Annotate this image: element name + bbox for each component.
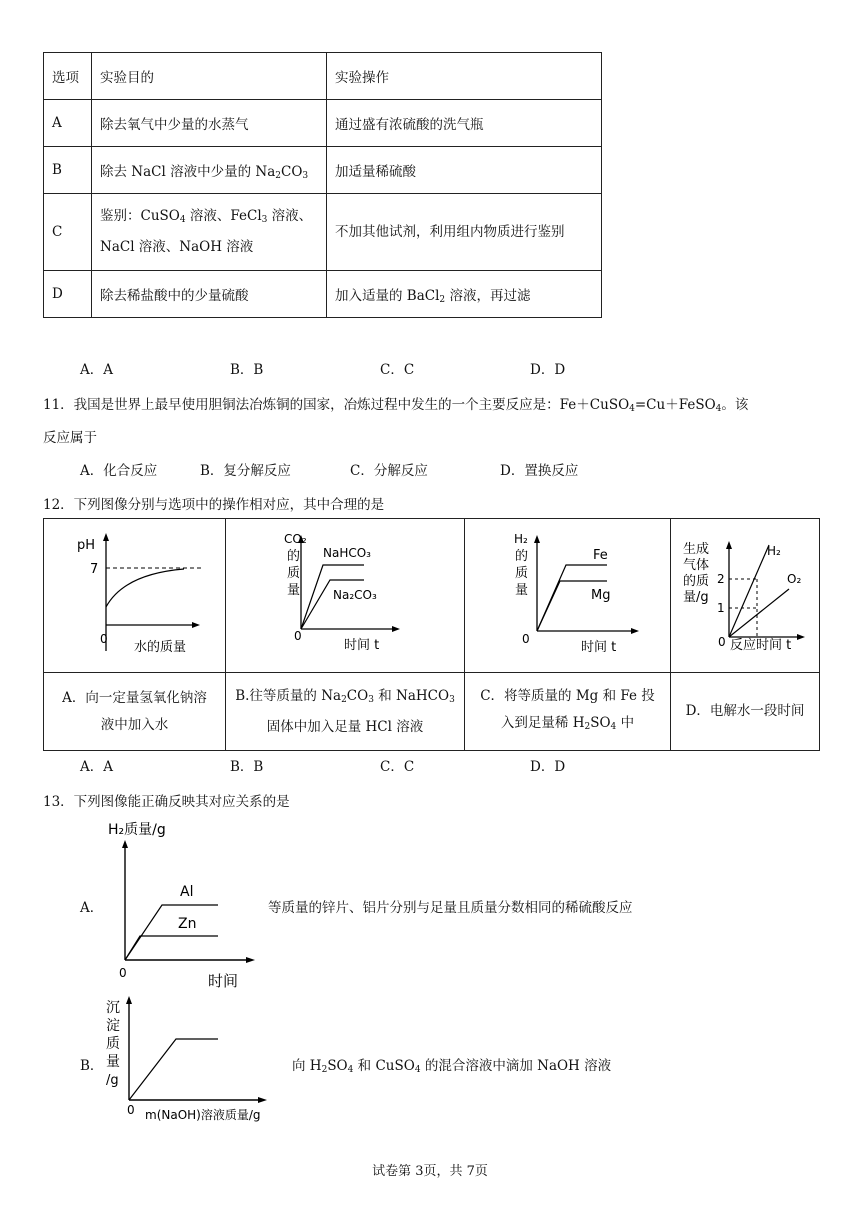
graph-b-cell xyxy=(226,519,465,673)
xlabel: 时间 t xyxy=(344,638,380,653)
curve-label-na2co3: Na₂CO₃ xyxy=(333,588,377,602)
table-row xyxy=(44,147,602,194)
row-operation: 加入适量的 BaCl$_2$ 溶液，再过滤 xyxy=(327,271,602,318)
svg-text:量: 量 xyxy=(287,583,301,598)
q13-b-desc: 向 $H_2SO_4$ 和 CuSO$_4$ 的混合溶液中滴加 NaOH 溶液 xyxy=(292,1058,612,1075)
xlabel: m(NaOH)溶液质量/g xyxy=(145,1108,261,1122)
q13-a-label: A． xyxy=(80,900,104,916)
curve-label-h2: H₂ xyxy=(767,544,781,558)
caption-b: B.往等质量的 $Na_2CO_3$ 和 NaHCO$_3$ 固体中加入足量 HCl 溶液 xyxy=(226,673,465,751)
option-b: B．B xyxy=(230,362,264,378)
q13-a-desc: 等质量的锌片、铝片分别与足量且质量分数相同的稀硫酸反应 xyxy=(268,900,633,916)
q11-stem-line2: 反应属于 xyxy=(43,430,97,446)
curve-label-fe: Fe xyxy=(593,548,608,563)
row-option: A xyxy=(44,100,92,147)
svg-text:气体: 气体 xyxy=(683,558,710,573)
svg-text:量: 量 xyxy=(106,1054,120,1070)
option-a: A．A xyxy=(80,362,113,378)
option-c: C．分解反应 xyxy=(350,463,428,479)
graph-b xyxy=(226,519,464,668)
origin-label: 0 xyxy=(100,632,108,646)
row-option: C xyxy=(44,194,92,271)
tick-label: 7 xyxy=(90,562,99,577)
svg-text:的质: 的质 xyxy=(683,574,710,589)
page-footer: 试卷第 3页，共 7页 xyxy=(372,1164,488,1179)
table-row xyxy=(44,194,602,271)
svg-text:量: 量 xyxy=(515,583,529,598)
svg-text:的: 的 xyxy=(287,549,301,564)
caption-row xyxy=(44,673,820,751)
caption-a: A．向一定量氢氧化钠溶 液中加入水 xyxy=(44,673,226,751)
curve-label-zn: Zn xyxy=(178,916,197,932)
svg-text:质: 质 xyxy=(287,566,301,581)
option-d: D．置换反应 xyxy=(500,463,579,479)
curve-label-nahco3: NaHCO₃ xyxy=(323,546,371,560)
ylabel: CO₂ xyxy=(284,532,307,546)
q12-stem: 12．下列图像分别与选项中的操作相对应，其中合理的是 xyxy=(43,497,385,513)
svg-text:淀: 淀 xyxy=(106,1018,120,1034)
svg-text:质: 质 xyxy=(515,566,529,581)
svg-text:的: 的 xyxy=(515,549,529,564)
q12-options xyxy=(80,755,680,775)
header-option: 选项 xyxy=(44,53,92,100)
q10-options xyxy=(80,358,680,378)
q13-graph-a xyxy=(100,820,260,992)
curve-label-mg: Mg xyxy=(591,588,611,603)
origin-label: 0 xyxy=(522,632,530,646)
row-purpose: 鉴别：CuSO$_4$ 溶液、FeCl$_3$ 溶液、 NaCl 溶液、NaOH 溶液 xyxy=(92,194,327,271)
row-purpose: 除去稀盐酸中的少量硫酸 xyxy=(92,271,327,318)
origin-label: 0 xyxy=(718,635,726,649)
option-a: A．化合反应 xyxy=(80,463,158,479)
svg-text:/g: /g xyxy=(106,1073,119,1088)
curve-label-al: Al xyxy=(180,884,194,900)
tick-label: 1 xyxy=(717,601,725,615)
ylabel: 沉 xyxy=(106,1000,120,1016)
row-operation: 通过盛有浓硫酸的洗气瓶 xyxy=(327,100,602,147)
origin-label: 0 xyxy=(119,966,127,980)
graph-c xyxy=(465,519,670,668)
row-purpose: 除去氧气中少量的水蒸气 xyxy=(92,100,327,147)
ylabel: 生成 xyxy=(683,542,710,557)
graph-d-cell xyxy=(671,519,820,673)
header-operation: 实验操作 xyxy=(327,53,602,100)
q11-options xyxy=(80,459,650,479)
option-c: C．C xyxy=(380,362,415,378)
graph-a xyxy=(44,519,225,668)
row-option: B xyxy=(44,147,92,194)
ylabel: pH xyxy=(77,538,96,553)
svg-text:质: 质 xyxy=(106,1036,120,1052)
option-d: D．D xyxy=(530,759,566,775)
xlabel: 反应时间 t xyxy=(730,638,792,653)
q13-stem: 13．下列图像能正确反映其对应关系的是 xyxy=(43,794,290,810)
q13-graph-b xyxy=(100,992,290,1128)
svg-text:量/g: 量/g xyxy=(683,590,709,605)
header-purpose: 实验目的 xyxy=(92,53,327,100)
q12-graph-table xyxy=(43,518,820,751)
ylabel: H₂质量/g xyxy=(108,822,166,838)
row-option: D xyxy=(44,271,92,318)
origin-label: 0 xyxy=(294,629,302,643)
option-b: B．复分解反应 xyxy=(200,463,291,479)
curve-label-o2: O₂ xyxy=(787,572,802,586)
q11-stem: 11．我国是世界上最早使用胆铜法冶炼铜的国家，冶炼过程中发生的一个主要反应是：Fe＋CuSO$_4$=Cu＋FeSO$_4$。该 xyxy=(43,397,749,414)
tick-label: 2 xyxy=(717,572,725,586)
table-header-row xyxy=(44,53,602,100)
option-d: D．D xyxy=(530,362,566,378)
caption-c: C．将等质量的 Mg 和 Fe 投 入到足量稀 $H_2SO_4$ 中 xyxy=(465,673,671,751)
q13-b-label: B． xyxy=(80,1058,104,1074)
caption-d: D．电解水一段时间 xyxy=(671,673,820,751)
table-row xyxy=(44,271,602,318)
graph-a-cell xyxy=(44,519,226,673)
option-a: A．A xyxy=(80,759,113,775)
row-purpose: 除去 NaCl 溶液中少量的 $Na_2CO_3$ xyxy=(92,147,327,194)
row-operation: 不加其他试剂，利用组内物质进行鉴别 xyxy=(327,194,602,271)
graph-d xyxy=(671,519,819,668)
xlabel: 时间 t xyxy=(581,640,617,655)
row-operation: 加适量稀硫酸 xyxy=(327,147,602,194)
experiment-table xyxy=(43,52,602,318)
table-row xyxy=(44,100,602,147)
option-b: B．B xyxy=(230,759,264,775)
xlabel: 水的质量 xyxy=(134,640,187,655)
xlabel: 时间 xyxy=(208,972,239,990)
graph-c-cell xyxy=(465,519,671,673)
origin-label: 0 xyxy=(127,1103,135,1117)
option-c: C．C xyxy=(380,759,415,775)
ylabel: H₂ xyxy=(514,532,528,546)
graph-row xyxy=(44,519,820,673)
